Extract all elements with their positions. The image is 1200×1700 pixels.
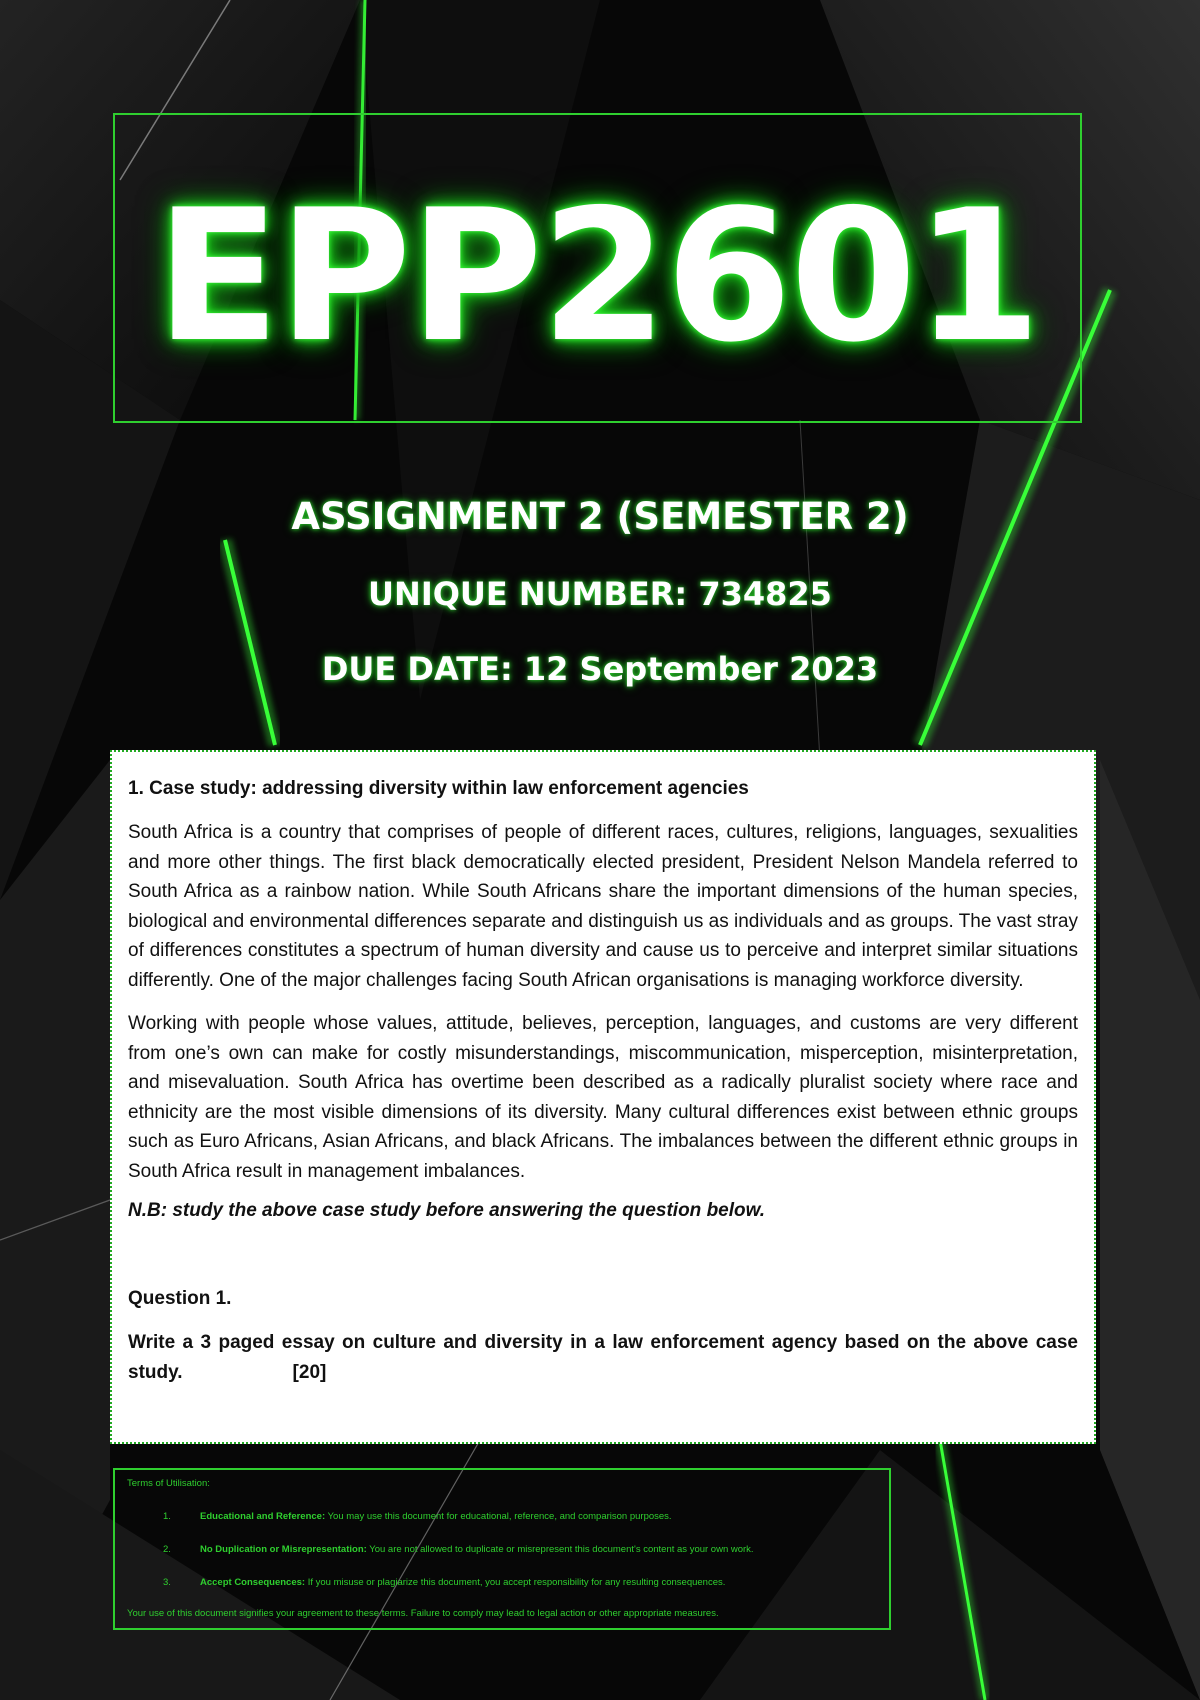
terms-item-number: 1. (163, 1511, 171, 1522)
question-text (128, 1328, 1078, 1388)
terms-item-title: Accept Consequences: (200, 1577, 306, 1588)
terms-item-text: If you misuse or plagiarize this document, you accept responsibility for any resulting consequences. (305, 1577, 726, 1588)
question-body: Write a 3 paged essay on culture and diversity in a law enforcement agency based on the above case study. (128, 1332, 1078, 1383)
terms-item-text: You may use this document for educational, reference, and comparison purposes. (325, 1511, 672, 1522)
terms-item (127, 1544, 877, 1555)
terms-item-text: You are not allowed to duplicate or misrepresent this document's content as your own work. (366, 1544, 754, 1555)
case-study-panel (110, 750, 1096, 1444)
terms-list (127, 1511, 877, 1588)
terms-item-title: Educational and Reference: (200, 1511, 326, 1522)
terms-item-title: No Duplication or Misrepresentation: (200, 1544, 367, 1555)
terms-item-number: 2. (163, 1544, 171, 1555)
unique-number: UNIQUE NUMBER: 734825 (368, 575, 832, 613)
terms-item (127, 1511, 877, 1522)
case-study-paragraph-2: Working with people whose values, attitude, believes, perception, languages, and customs are very different from one’s own can make for costly misunderstandings, miscommunication, misperception, misinterpretation, and misevaluation. South Africa has overtime been described as a radically pluralist society where race and ethnicity are the most visible dimensions of its diversity. Many cultural differences exist between ethnic groups such as Euro Africans, Asian Africans, and black Africans. The imbalances between the different ethnic groups in South Africa result in management imbalances. (128, 1013, 1078, 1182)
terms-footer: Your use of this document signifies your agreement to these terms. Failure to comply may lead to legal action or other appropriate measures. (127, 1608, 719, 1619)
case-study-heading: 1. Case study: addressing diversity within law enforcement agencies (128, 778, 749, 799)
title-frame (113, 113, 1082, 423)
assignment-title: ASSIGNMENT 2 (SEMESTER 2) (291, 495, 909, 538)
case-study-note: N.B: study the above case study before answering the question below. (128, 1200, 765, 1221)
question-marks: [20] (292, 1362, 327, 1383)
terms-item-number: 3. (163, 1577, 171, 1588)
due-date: DUE DATE: 12 September 2023 (321, 650, 879, 688)
course-code: EPP2601 (155, 170, 1040, 382)
case-study-paragraph-1: South Africa is a country that comprises of people of different races, cultures, religions, languages, sexualities and more other things. The first black democratically elected president, President Nelson Mandela referred to South Africa as a rainbow nation. While South Africans share the important dimensions of the human species, biological and environmental differences separate and distinguish us as individuals and as groups. The vast stray of differences constitutes a spectrum of human diversity and cause us to perceive and interpret similar situations differently. One of the major challenges facing South African organisations is managing workforce diversity. (128, 822, 1078, 991)
terms-of-utilisation (113, 1468, 891, 1630)
question-label: Question 1. (128, 1288, 232, 1309)
terms-item (127, 1577, 877, 1588)
terms-title: Terms of Utilisation: (127, 1478, 210, 1489)
